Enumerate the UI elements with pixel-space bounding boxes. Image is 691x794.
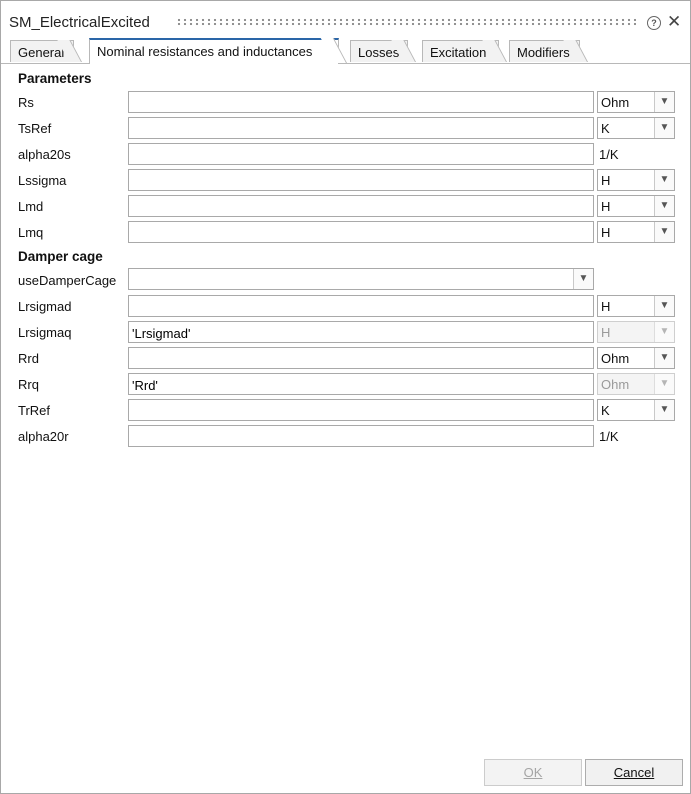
param-input-rrq[interactable] (128, 373, 594, 395)
unit-select-rrq (597, 373, 675, 395)
param-input-rs[interactable] (128, 91, 594, 113)
param-input-tsref[interactable] (128, 117, 594, 139)
param-label-lmq: Lmq (18, 225, 44, 240)
chevron-down-icon[interactable]: ▼ (573, 269, 593, 289)
param-label-rrq: Rrq (18, 377, 39, 392)
help-icon[interactable]: ? (647, 16, 661, 30)
param-label-usedampercage: useDamperCage (18, 273, 117, 288)
param-label-alpha20r: alpha20r (18, 429, 69, 444)
param-input-lmq[interactable] (128, 221, 594, 243)
chevron-down-icon[interactable]: ▼ (654, 296, 674, 316)
unit-value: H (601, 173, 611, 188)
param-input-rrd[interactable] (128, 347, 594, 369)
tab-label: Excitation (430, 45, 487, 60)
param-label-trref: TrRef (18, 403, 51, 418)
param-label-lmd: Lmd (18, 199, 44, 214)
param-input-lmd[interactable] (128, 195, 594, 217)
chevron-down-icon[interactable]: ▼ (654, 222, 674, 242)
usedampercage-select[interactable] (128, 268, 594, 290)
unit-select-tsref[interactable] (597, 117, 675, 139)
unit-select-lrsigmad[interactable] (597, 295, 675, 317)
unit-text-alpha20s: 1/K (599, 147, 619, 162)
unit-select-rs[interactable] (597, 91, 675, 113)
unit-value: H (601, 199, 611, 214)
section-damper-cage: Damper cage (18, 249, 103, 264)
unit-text-alpha20r: 1/K (599, 429, 619, 444)
unit-value: H (601, 225, 611, 240)
param-label-lrsigmad: Lrsigmad (18, 299, 72, 314)
unit-value: Ohm (601, 95, 630, 110)
tab-label: Losses (358, 45, 400, 60)
param-label-lssigma: Lssigma (18, 173, 67, 188)
tab-label: Nominal resistances and inductances (97, 44, 313, 59)
unit-select-trref[interactable] (597, 399, 675, 421)
param-label-rs: Rs (18, 95, 34, 110)
param-label-lrsigmaq: Lrsigmaq (18, 325, 72, 340)
tab-nominal-resistances-and-inductances[interactable] (89, 38, 339, 64)
title-bar[interactable] (1, 1, 690, 35)
param-input-trref[interactable] (128, 399, 594, 421)
ok-button[interactable]: OK (484, 759, 582, 786)
chevron-down-icon[interactable]: ▼ (654, 348, 674, 368)
cancel-button[interactable]: Cancel (585, 759, 683, 786)
chevron-down-icon: ▼ (654, 322, 674, 342)
unit-select-lmq[interactable] (597, 221, 675, 243)
section-parameters: Parameters (18, 71, 92, 86)
tab-excitation[interactable] (422, 40, 499, 62)
tab-label: General (18, 45, 65, 60)
tab-label: Modifiers (517, 45, 570, 60)
unit-value: Ohm (601, 351, 630, 366)
unit-select-rrd[interactable] (597, 347, 675, 369)
param-input-lrsigmad[interactable] (128, 295, 594, 317)
chevron-down-icon[interactable]: ▼ (654, 92, 674, 112)
tab-modifiers[interactable] (509, 40, 580, 62)
tab-losses[interactable] (350, 40, 408, 62)
unit-value: K (601, 121, 610, 136)
unit-select-lrsigmaq (597, 321, 675, 343)
chevron-down-icon[interactable]: ▼ (654, 400, 674, 420)
unit-select-lssigma[interactable] (597, 169, 675, 191)
param-input-alpha20s[interactable] (128, 143, 594, 165)
unit-value: H (601, 299, 611, 314)
unit-select-lmd[interactable] (597, 195, 675, 217)
tab-bar (1, 38, 690, 64)
param-label-rrd: Rrd (18, 351, 39, 366)
drag-grip-icon[interactable] (176, 18, 636, 26)
window-title: SM_ElectricalExcited (9, 14, 150, 31)
param-input-lrsigmaq[interactable] (128, 321, 594, 343)
chevron-down-icon[interactable]: ▼ (654, 170, 674, 190)
param-label-tsref: TsRef (18, 121, 52, 136)
tab-general[interactable] (10, 40, 74, 62)
chevron-down-icon: ▼ (654, 374, 674, 394)
chevron-down-icon[interactable]: ▼ (654, 118, 674, 138)
param-input-lssigma[interactable] (128, 169, 594, 191)
param-input-alpha20r[interactable] (128, 425, 594, 447)
unit-value: H (601, 325, 611, 340)
unit-value: K (601, 403, 610, 418)
unit-value: Ohm (601, 377, 630, 392)
chevron-down-icon[interactable]: ▼ (654, 196, 674, 216)
close-icon[interactable]: ✕ (667, 12, 682, 31)
param-label-alpha20s: alpha20s (18, 147, 71, 162)
